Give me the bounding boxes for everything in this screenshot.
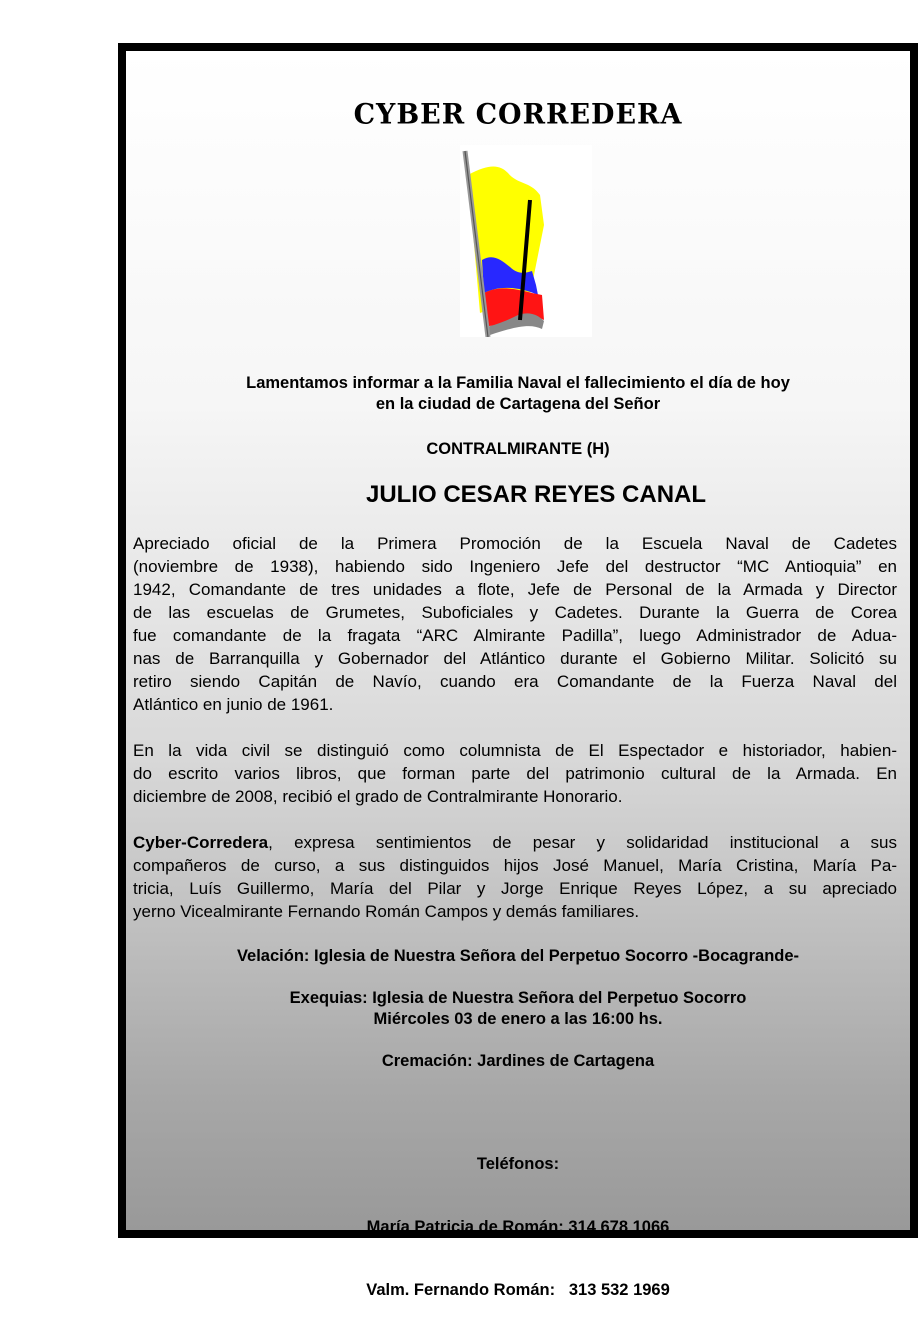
colombia-flag-image — [460, 145, 592, 337]
cyber-corredera-label: Cyber-Corredera — [133, 833, 269, 852]
phone-entry: María Patricia de Román: 314 678 1066 — [366, 1218, 670, 1236]
exequias-line: Miércoles 03 de enero a las 16:00 hs. — [373, 1010, 663, 1028]
phones-label: Teléfonos: — [476, 1155, 560, 1173]
page-title: CYBER CORREDERA — [353, 98, 683, 131]
paragraph-biography — [133, 532, 897, 716]
paragraph-civil-life — [133, 739, 897, 808]
text-line: retiro siendo Capitán de Navío, cuando era Comandante de la Fuerza Naval del — [133, 672, 897, 691]
phone-entry: Valm. Fernando Román: 313 532 1969 — [366, 1281, 670, 1299]
text-line: diciembre de 2008, recibió el grado de Contralmirante Honorario. — [133, 787, 623, 806]
deceased-name: JULIO CESAR REYES CANAL — [365, 481, 707, 508]
text-line: do escrito varios libros, que forman parte del patrimonio cultural de la Armada. En — [133, 764, 897, 783]
cremacion-info: Cremación: Jardines de Cartagena — [381, 1052, 655, 1070]
rank: CONTRALMIRANTE (H) — [426, 440, 610, 458]
phone-contacts — [126, 1112, 910, 1343]
text-line: Atlántico en junio de 1961. — [133, 695, 334, 714]
exequias-info — [126, 988, 910, 1030]
exequias-line: Exequias: Iglesia de Nuestra Señora del Perpetuo Socorro — [289, 989, 747, 1007]
text-line: 1942, Comandante de tres unidades a flote, Jefe de Personal de la Armada y Director — [133, 580, 897, 599]
text-line: yerno Vicealmirante Fernando Román Campos y demás familiares. — [133, 902, 640, 921]
velacion-info: Velación: Iglesia de Nuestra Señora del Perpetuo Socorro -Bocagrande- — [236, 947, 800, 965]
text-line: fue comandante de la fragata “ARC Almirante Padilla”, luego Administrador de Adua- — [133, 626, 897, 645]
intro-text — [126, 373, 910, 415]
text-fragment: , expresa sentimientos de pesar y solidaridad institucional a sus — [268, 833, 897, 852]
intro-line: en la ciudad de Cartagena del Señor — [375, 395, 661, 413]
text-line — [133, 831, 897, 854]
obituary-frame — [118, 43, 918, 1299]
text-line: En la vida civil se distinguió como columnista de El Espectador e historiador, habien- — [133, 741, 897, 760]
text-line: de las escuelas de Grumetes, Suboficiales y Cadetes. Durante la Guerra de Corea — [133, 603, 897, 622]
intro-line: Lamentamos informar a la Familia Naval el fallecimiento el día de hoy — [246, 374, 790, 392]
text-line: (noviembre de 1938), habiendo sido Ingeniero Jefe del destructor “MC Antioquia” en — [133, 557, 897, 576]
paragraph-condolences — [133, 831, 897, 923]
text-line: compañeros de curso, a sus distinguidos hijos José Manuel, María Cristina, María Pa- — [133, 856, 897, 875]
text-line: tricia, Luís Guillermo, María del Pilar y Jorge Enrique Reyes López, a su apreciado — [133, 879, 897, 898]
text-line: Apreciado oficial de la Primera Promoción de la Escuela Naval de Cadetes — [133, 534, 897, 553]
text-line: nas de Barranquilla y Gobernador del Atlántico durante el Gobierno Militar. Solicitó su — [133, 649, 897, 668]
